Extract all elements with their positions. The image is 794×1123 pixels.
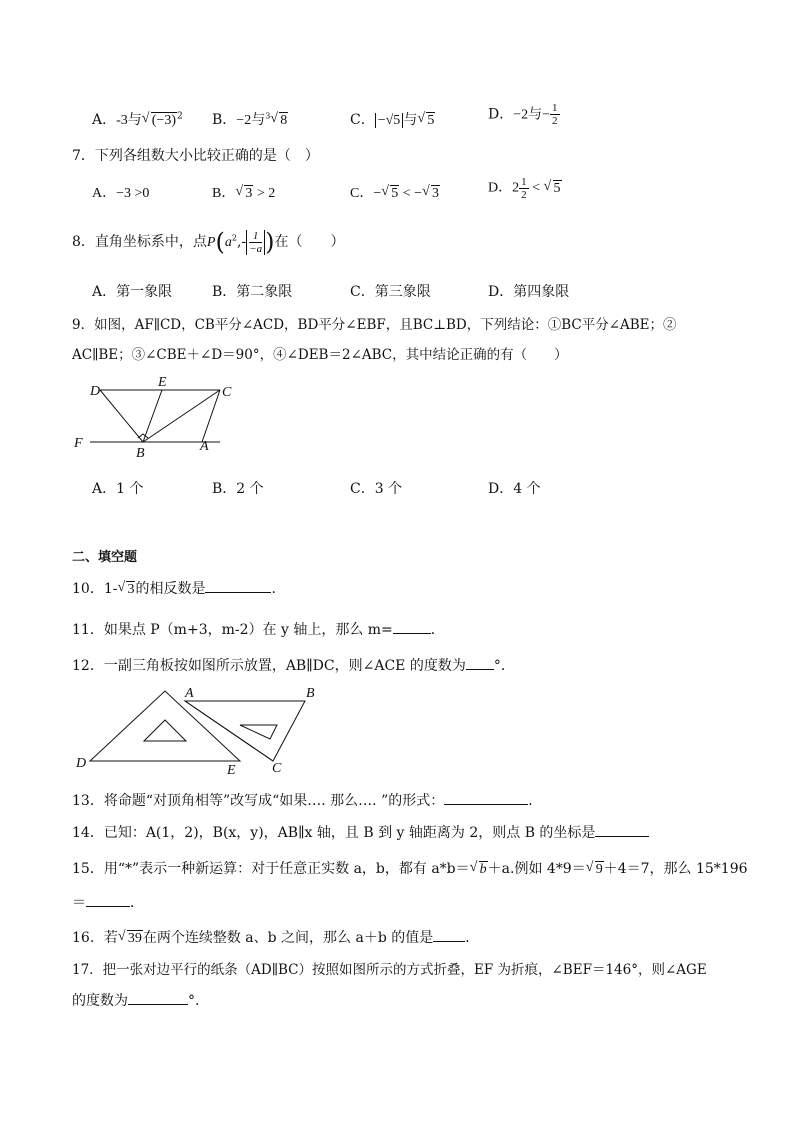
- q7-option-c: [350, 182, 440, 202]
- segment-ca: [202, 390, 220, 442]
- radicand: 5: [391, 186, 399, 201]
- stem-text: 的相反数是: [135, 581, 206, 597]
- q9-figure: [70, 372, 240, 462]
- stem-end: ．: [528, 793, 543, 809]
- q7-option-a: [92, 182, 149, 202]
- option-letter: B．: [212, 186, 236, 201]
- q12-figure: [70, 683, 330, 778]
- answer-blank[interactable]: [444, 804, 528, 805]
- label-b: B: [306, 686, 315, 701]
- radicand: 9: [595, 862, 603, 877]
- q8-option-a: A．第一象限: [92, 284, 173, 300]
- option-letter: C．: [350, 186, 374, 201]
- q9-stem-line1: 9．如图，AF∥CD，CB平分∠ACD，BD平分∠EBF，且BC⊥BD，下列结论：①BC平分∠ABE；②: [72, 317, 677, 333]
- answer-blank[interactable]: [86, 906, 130, 907]
- point-name: P: [206, 235, 216, 250]
- fraction: [550, 102, 560, 127]
- q8-option-d: D．第四象限: [488, 284, 570, 300]
- numerator: 1: [249, 230, 262, 243]
- radicand: 8: [280, 113, 288, 128]
- option-text: > 2: [253, 186, 276, 201]
- exponent: 2: [177, 111, 183, 122]
- minus-sign: −: [542, 107, 551, 123]
- q9-option-d: D．4 个: [488, 481, 541, 497]
- q6-option-b: [212, 109, 288, 129]
- stem-text: 15．用“*”表示一种新运算：对于任意正实数 a，b，都有 a*b＝: [72, 861, 470, 877]
- q9-option-a: A．1 个: [92, 481, 144, 497]
- root-index: 3: [265, 111, 271, 121]
- denominator: 2: [521, 189, 527, 201]
- stem-end: ．: [465, 930, 480, 946]
- numerator: 1: [521, 176, 527, 188]
- q11: [72, 619, 445, 639]
- label-f: F: [74, 436, 83, 451]
- stem-text: 16．若: [72, 930, 118, 946]
- answer-blank[interactable]: [393, 633, 431, 634]
- radicand: 5: [427, 113, 435, 128]
- option-connector: 与: [528, 106, 543, 123]
- triangle-small-inner: [240, 725, 277, 739]
- option-letter: B．: [212, 112, 237, 128]
- stem-text: 10．1-: [72, 581, 118, 597]
- q13: [72, 790, 542, 810]
- q12: [72, 655, 515, 675]
- label-e: E: [158, 375, 167, 390]
- q8-stem: 8．直角坐标系中，点$P(a^2,-$ $\frac{1}{-a}$ )在（ ）: [72, 228, 345, 256]
- label-e: E: [227, 763, 236, 778]
- q8-option-c: C．第三象限: [350, 284, 431, 300]
- stem-text: ＝: [72, 895, 86, 911]
- q9-option-b: B．2 个: [212, 481, 264, 497]
- q9-stem-line2: AC∥BE；③∠CBE＋∠D＝90°，④∠DEB＝2∠ABC，其中结论正确的有（ ）: [72, 347, 568, 363]
- radicand: 3: [127, 582, 135, 597]
- answer-blank[interactable]: [466, 669, 494, 670]
- q16: [72, 927, 479, 947]
- sqrt-expression: [544, 181, 562, 197]
- sqrt-expression: [117, 582, 135, 598]
- q17-line1: 17．把一张对边平行的纸条（AD∥BC）按照如图所示的方式折叠，EF 为折痕，∠BEF＝146°，则∠AGE: [72, 962, 707, 978]
- option-value: -3: [116, 113, 128, 128]
- coordinate-base: a: [224, 235, 232, 250]
- radicand: 5: [553, 180, 561, 196]
- option-connector: 与: [403, 112, 418, 128]
- answer-blank[interactable]: [433, 941, 465, 942]
- q7-option-b: [212, 182, 275, 202]
- stem-text: 11．如果点 P（m+3，m-2）在 y 轴上，那么 m=: [72, 622, 393, 638]
- right-angle-mark: [138, 434, 148, 438]
- sqrt-expression: [586, 862, 604, 878]
- segment-eb: [143, 390, 162, 442]
- denominator: 2: [552, 115, 558, 127]
- option-connector: 与: [127, 112, 142, 128]
- triangle-small: [185, 701, 305, 761]
- stem-text: 的度数为: [72, 993, 128, 1009]
- option-letter: C．: [350, 112, 375, 128]
- radicand: b: [479, 862, 487, 877]
- q17-line2: [72, 990, 199, 1010]
- q7-option-d: [488, 176, 562, 201]
- q9-option-c: C．3 个: [350, 481, 403, 497]
- q8-option-b: B．第二象限: [212, 284, 293, 300]
- segment-db: [100, 390, 143, 442]
- q6-option-d: [488, 102, 560, 127]
- stem-end: .: [271, 581, 276, 597]
- option-value: −2: [236, 113, 252, 128]
- option-letter: A．: [92, 112, 117, 128]
- mixed-number-whole: 2: [512, 180, 520, 196]
- exponent: 2: [231, 233, 237, 243]
- label-a: A: [200, 439, 209, 454]
- stem-text: 14．已知：A(1，2)，B(x，y)，AB∥x 轴，且 B 到 y 轴距离为 2，则点 B 的坐标是: [72, 825, 596, 841]
- radicand: 3: [432, 186, 440, 201]
- fraction: [249, 230, 262, 255]
- stem-text: ＋a.例如 4*9＝: [487, 861, 586, 877]
- stem-text: 在两个连续整数 a、b 之间，那么 a＋b 的值是: [142, 930, 434, 946]
- radicand: 39: [127, 931, 142, 946]
- stem-end: °.: [188, 993, 200, 1009]
- label-c: C: [272, 761, 282, 776]
- cube-root-expression: [270, 113, 288, 129]
- label-d: D: [90, 384, 101, 399]
- minus-sign: −: [373, 186, 382, 201]
- sqrt-expression: [118, 931, 143, 947]
- label-c: C: [222, 385, 232, 400]
- answer-blank[interactable]: [128, 1004, 188, 1005]
- q15-line2: [72, 892, 144, 912]
- option-connector: 与: [251, 112, 266, 128]
- stem-text: 13．将命题“对顶角相等”改写成“如果…. 那么…. ”的形式：: [72, 793, 445, 809]
- stem-text: 8．直角坐标系中，点: [72, 234, 207, 250]
- section-title: 二、填空题: [72, 550, 138, 565]
- triangle-large-inner: [144, 720, 186, 741]
- numerator: 1: [552, 102, 558, 114]
- comparison: <: [528, 180, 544, 196]
- label-d: D: [76, 756, 87, 771]
- q10: [72, 578, 276, 598]
- answer-blank[interactable]: [205, 592, 271, 593]
- answer-blank[interactable]: [595, 836, 649, 837]
- fraction: [519, 176, 529, 201]
- sqrt-expression: [417, 113, 435, 129]
- q15-line1: [72, 858, 748, 878]
- option-letter: D．: [488, 106, 514, 123]
- q6-option-a: [92, 109, 183, 129]
- q14: [72, 822, 649, 842]
- sqrt-expression: [235, 186, 253, 202]
- segment-ac: [185, 701, 273, 761]
- segment-cb: [143, 390, 220, 442]
- comparison: < −: [399, 186, 423, 201]
- option-letter: D．: [488, 180, 513, 196]
- label-b: B: [136, 446, 145, 461]
- q6-option-c: [350, 109, 435, 129]
- option-text: −3 >0: [116, 186, 150, 201]
- sqrt-expression: [470, 862, 488, 878]
- sqrt-expression: [422, 186, 440, 202]
- radicand: 3: [245, 186, 253, 201]
- stem-text: ＋4＝7，那么 15*196: [603, 861, 748, 877]
- absolute-value-expression: −√5: [375, 113, 404, 128]
- sqrt-expression: [381, 186, 399, 202]
- stem-text: 在（ ）: [274, 234, 345, 250]
- option-letter: A．: [92, 186, 117, 201]
- stem-end: ．: [130, 895, 144, 911]
- sqrt-expression: [142, 113, 177, 129]
- stem-end: °．: [493, 658, 515, 674]
- denominator: −a: [249, 242, 263, 255]
- q7-stem: 7．下列各组数大小比较正确的是（ ）: [72, 148, 319, 164]
- label-a: A: [185, 686, 194, 701]
- radicand: (−3): [151, 113, 177, 128]
- stem-text: 12．一副三角板按如图所示放置，AB∥DC，则∠ACE 的度数为: [72, 658, 466, 674]
- stem-end: ．: [430, 622, 445, 638]
- option-value: −2: [513, 107, 529, 123]
